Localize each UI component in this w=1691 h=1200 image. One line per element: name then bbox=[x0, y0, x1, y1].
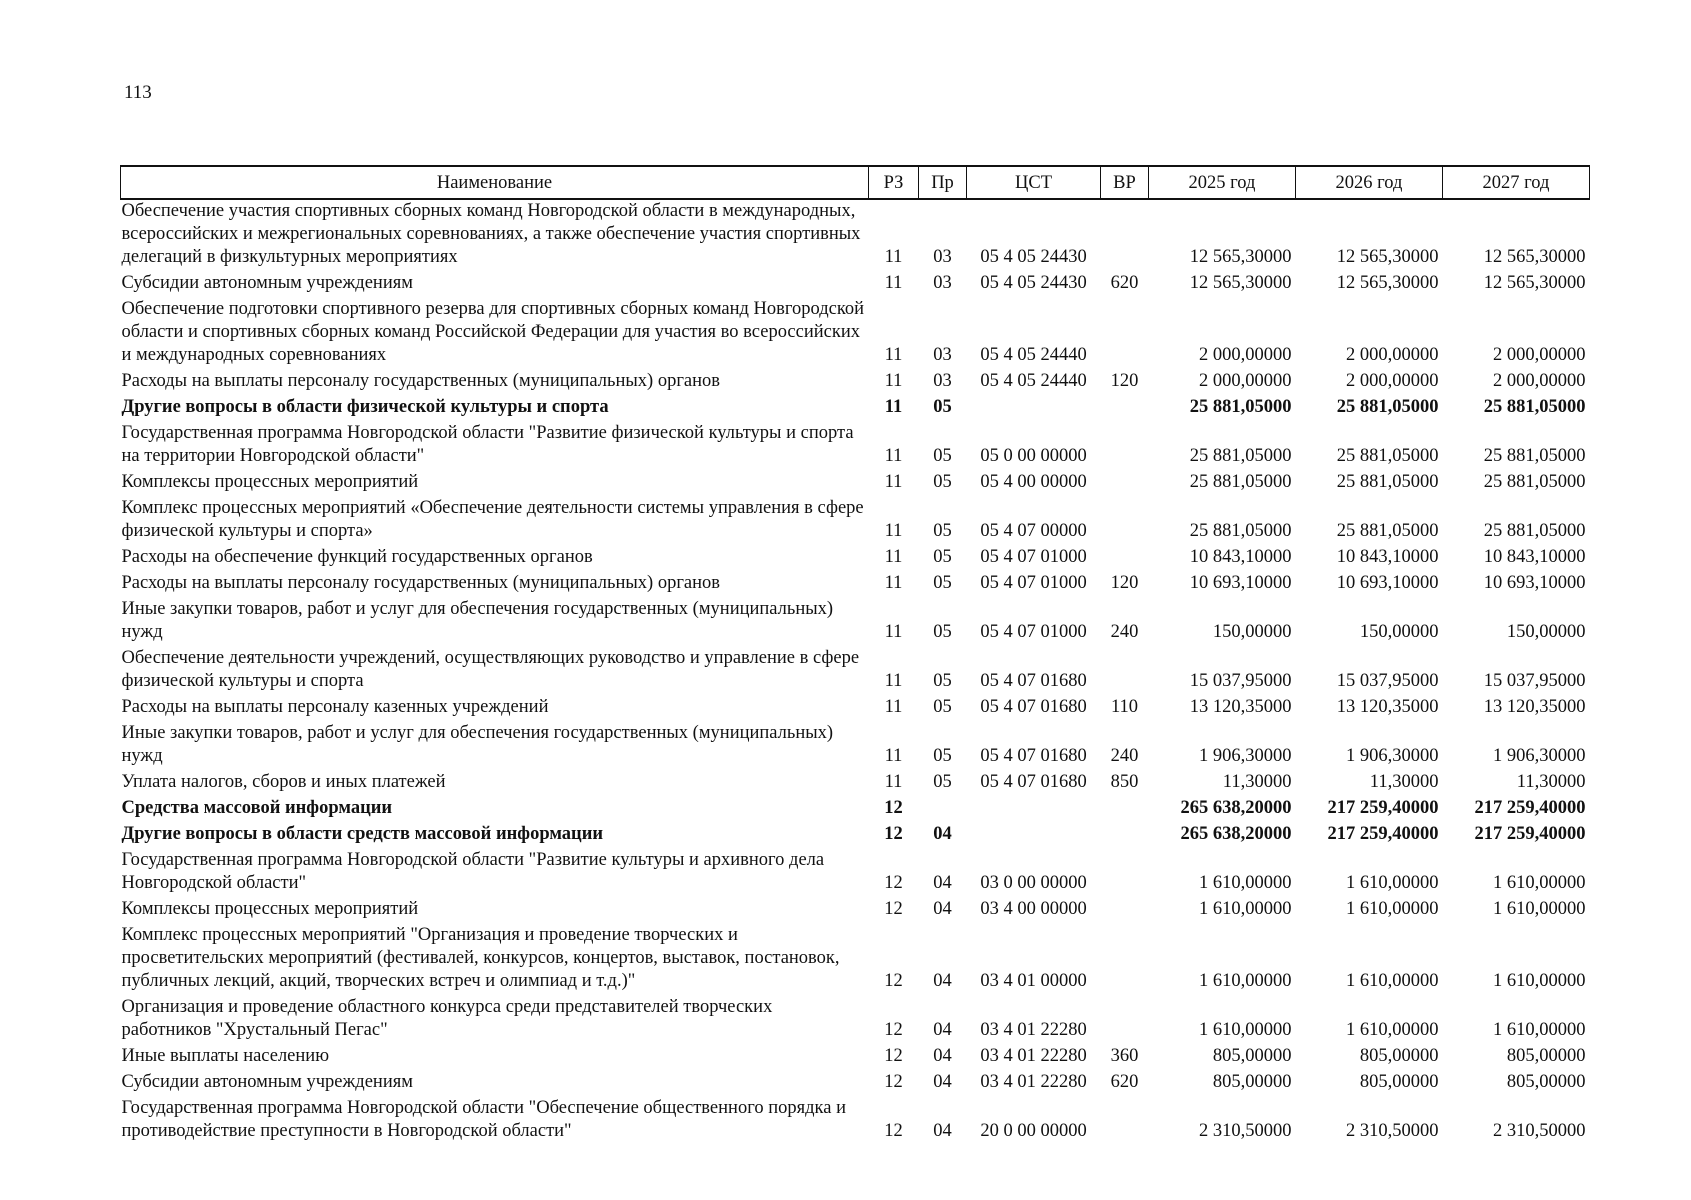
cell-vr: 620 bbox=[1110, 1072, 1139, 1092]
cell-rz: 11 bbox=[884, 772, 903, 792]
cell-2025: 1 610,00000 bbox=[1199, 1020, 1292, 1040]
cell-2025: 805,00000 bbox=[1212, 1072, 1292, 1092]
cell-2027: 217 259,40000 bbox=[1474, 824, 1586, 844]
cell-vr bbox=[1101, 497, 1149, 546]
cell-pr: 03 bbox=[933, 371, 952, 391]
cell-2027: 1 610,00000 bbox=[1493, 971, 1586, 991]
cell-2026: 217 259,40000 bbox=[1327, 824, 1439, 844]
cell-cst: 03 0 00 00000 bbox=[980, 873, 1087, 893]
cell-vr bbox=[1101, 898, 1149, 924]
header-pr: Пр bbox=[919, 166, 967, 199]
cell-vr: 360 bbox=[1110, 1046, 1139, 1066]
cell-rz: 11 bbox=[884, 697, 903, 717]
cell-cst: 03 4 01 22280 bbox=[980, 1020, 1087, 1040]
cell-2025: 2 000,00000 bbox=[1199, 345, 1292, 365]
cell-2027: 12 565,30000 bbox=[1483, 247, 1586, 267]
cell-2026: 13 120,35000 bbox=[1336, 697, 1439, 717]
cell-vr bbox=[1101, 471, 1149, 497]
cell-2026: 217 259,40000 bbox=[1327, 798, 1439, 818]
cell-pr: 03 bbox=[933, 247, 952, 267]
cell-2026: 1 610,00000 bbox=[1346, 873, 1439, 893]
budget-table bbox=[120, 165, 1590, 1146]
header-2027: 2027 год bbox=[1443, 166, 1590, 199]
table-row bbox=[121, 1071, 1590, 1097]
cell-pr: 05 bbox=[933, 671, 952, 691]
header-name: Наименование bbox=[121, 166, 869, 199]
cell-2026: 150,00000 bbox=[1359, 622, 1439, 642]
table-row bbox=[121, 996, 1590, 1045]
cell-2027: 10 843,10000 bbox=[1483, 547, 1586, 567]
cell-name: Государственная программа Новгородской области "Развитие физической культуры и спорта на территории Новгородской области" bbox=[121, 423, 854, 466]
cell-2027: 1 610,00000 bbox=[1493, 899, 1586, 919]
cell-pr: 04 bbox=[933, 1046, 952, 1066]
cell-name: Государственная программа Новгородской области "Развитие культуры и архивного дела Новгородской области" bbox=[121, 850, 825, 893]
cell-cst: 03 4 00 00000 bbox=[980, 899, 1087, 919]
cell-2026: 805,00000 bbox=[1359, 1046, 1439, 1066]
cell-rz: 11 bbox=[884, 371, 903, 391]
cell-2026: 11,30000 bbox=[1369, 772, 1439, 792]
cell-cst: 05 4 00 00000 bbox=[980, 472, 1087, 492]
page-number: 113 bbox=[124, 82, 152, 103]
table-body bbox=[121, 199, 1590, 1146]
cell-cst: 05 4 05 24440 bbox=[980, 371, 1087, 391]
cell-2025: 10 693,10000 bbox=[1189, 573, 1292, 593]
cell-name: Другие вопросы в области средств массовой информации bbox=[121, 824, 604, 844]
table-row bbox=[121, 1097, 1590, 1146]
cell-2026: 25 881,05000 bbox=[1336, 521, 1439, 541]
cell-rz: 11 bbox=[884, 273, 903, 293]
cell-vr bbox=[1101, 422, 1149, 471]
cell-2026: 1 906,30000 bbox=[1346, 746, 1439, 766]
cell-name: Другие вопросы в области физической культуры и спорта bbox=[121, 397, 609, 417]
cell-rz: 12 bbox=[884, 824, 903, 844]
table-row bbox=[121, 572, 1590, 598]
cell-pr: 05 bbox=[933, 772, 952, 792]
cell-cst bbox=[967, 396, 1101, 422]
cell-vr bbox=[1101, 199, 1149, 272]
table-row bbox=[121, 696, 1590, 722]
cell-rz: 12 bbox=[884, 899, 903, 919]
cell-2025: 25 881,05000 bbox=[1189, 446, 1292, 466]
cell-vr: 110 bbox=[1110, 697, 1139, 717]
cell-2025: 12 565,30000 bbox=[1189, 273, 1292, 293]
cell-2027: 805,00000 bbox=[1506, 1046, 1586, 1066]
cell-name: Расходы на выплаты персоналу государственных (муниципальных) органов bbox=[121, 371, 721, 391]
cell-2025: 2 310,50000 bbox=[1199, 1121, 1292, 1141]
cell-2025: 265 638,20000 bbox=[1180, 824, 1292, 844]
table-row bbox=[121, 497, 1590, 546]
cell-vr bbox=[1101, 996, 1149, 1045]
cell-pr: 05 bbox=[933, 446, 952, 466]
cell-vr: 850 bbox=[1110, 772, 1139, 792]
cell-vr: 240 bbox=[1110, 746, 1139, 766]
cell-2025: 15 037,95000 bbox=[1189, 671, 1292, 691]
cell-vr: 120 bbox=[1110, 371, 1139, 391]
cell-2026: 12 565,30000 bbox=[1336, 247, 1439, 267]
cell-rz: 11 bbox=[884, 547, 903, 567]
cell-2026: 25 881,05000 bbox=[1336, 446, 1439, 466]
cell-name: Расходы на выплаты персоналу государственных (муниципальных) органов bbox=[121, 573, 721, 593]
cell-2026: 1 610,00000 bbox=[1346, 899, 1439, 919]
cell-2025: 1 906,30000 bbox=[1199, 746, 1292, 766]
cell-cst: 05 0 00 00000 bbox=[980, 446, 1087, 466]
cell-2025: 13 120,35000 bbox=[1189, 697, 1292, 717]
table-row bbox=[121, 1045, 1590, 1071]
cell-name: Комплексы процессных мероприятий bbox=[121, 899, 419, 919]
cell-2026: 805,00000 bbox=[1359, 1072, 1439, 1092]
cell-name: Средства массовой информации bbox=[121, 798, 393, 818]
cell-2027: 2 310,50000 bbox=[1493, 1121, 1586, 1141]
cell-2027: 15 037,95000 bbox=[1483, 671, 1586, 691]
cell-pr: 04 bbox=[933, 1020, 952, 1040]
cell-cst bbox=[967, 823, 1101, 849]
cell-vr bbox=[1101, 849, 1149, 898]
cell-pr: 03 bbox=[933, 273, 952, 293]
table-row bbox=[121, 823, 1590, 849]
cell-cst: 03 4 01 00000 bbox=[980, 971, 1087, 991]
table-row bbox=[121, 598, 1590, 647]
header-2025: 2025 год bbox=[1149, 166, 1296, 199]
cell-vr bbox=[1101, 924, 1149, 996]
table-row bbox=[121, 898, 1590, 924]
cell-cst: 05 4 05 24440 bbox=[980, 345, 1087, 365]
cell-2026: 1 610,00000 bbox=[1346, 1020, 1439, 1040]
cell-2027: 11,30000 bbox=[1516, 772, 1586, 792]
cell-cst: 05 4 07 01680 bbox=[980, 746, 1087, 766]
table-row bbox=[121, 199, 1590, 272]
cell-cst: 20 0 00 00000 bbox=[980, 1121, 1087, 1141]
cell-name: Государственная программа Новгородской области "Обеспечение общественного порядка и противодействие преступности в Новгородской области" bbox=[121, 1098, 846, 1141]
table-row bbox=[121, 546, 1590, 572]
cell-rz: 11 bbox=[884, 671, 903, 691]
cell-2027: 1 610,00000 bbox=[1493, 873, 1586, 893]
cell-cst: 05 4 07 01000 bbox=[980, 573, 1087, 593]
cell-2025: 25 881,05000 bbox=[1189, 472, 1292, 492]
table-row bbox=[121, 396, 1590, 422]
cell-2025: 12 565,30000 bbox=[1189, 247, 1292, 267]
cell-rz: 11 bbox=[884, 521, 903, 541]
cell-rz: 12 bbox=[884, 873, 903, 893]
cell-rz: 12 bbox=[884, 1072, 903, 1092]
cell-cst: 05 4 05 24430 bbox=[980, 247, 1087, 267]
cell-vr bbox=[1101, 797, 1149, 823]
cell-rz: 11 bbox=[884, 622, 903, 642]
cell-name: Расходы на обеспечение функций государственных органов bbox=[121, 547, 593, 567]
table-row bbox=[121, 298, 1590, 370]
cell-name: Обеспечение участия спортивных сборных команд Новгородской области в международных, всероссийских и межрегиональных соревнованиях, а также обеспечение участия спортивных делегаций в физкультурных мероприятиях bbox=[121, 201, 861, 267]
cell-vr: 120 bbox=[1110, 573, 1139, 593]
cell-rz: 12 bbox=[884, 971, 903, 991]
cell-2026: 15 037,95000 bbox=[1336, 671, 1439, 691]
table-row bbox=[121, 849, 1590, 898]
cell-pr: 04 bbox=[933, 1072, 952, 1092]
cell-pr: 05 bbox=[933, 573, 952, 593]
table-row bbox=[121, 722, 1590, 771]
cell-pr: 03 bbox=[933, 345, 952, 365]
cell-name: Иные закупки товаров, работ и услуг для обеспечения государственных (муниципальных) нужд bbox=[121, 599, 834, 642]
cell-pr: 04 bbox=[933, 971, 952, 991]
cell-rz: 11 bbox=[884, 345, 903, 365]
cell-pr: 05 bbox=[933, 397, 952, 417]
cell-name: Уплата налогов, сборов и иных платежей bbox=[121, 772, 446, 792]
cell-cst: 03 4 01 22280 bbox=[980, 1046, 1087, 1066]
cell-2025: 10 843,10000 bbox=[1189, 547, 1292, 567]
cell-2027: 1 610,00000 bbox=[1493, 1020, 1586, 1040]
cell-2025: 25 881,05000 bbox=[1189, 521, 1292, 541]
cell-2027: 805,00000 bbox=[1506, 1072, 1586, 1092]
cell-2027: 2 000,00000 bbox=[1493, 371, 1586, 391]
cell-2027: 25 881,05000 bbox=[1483, 446, 1586, 466]
cell-2026: 12 565,30000 bbox=[1336, 273, 1439, 293]
cell-2027: 12 565,30000 bbox=[1483, 273, 1586, 293]
cell-2025: 11,30000 bbox=[1222, 772, 1292, 792]
header-row bbox=[121, 166, 1590, 199]
table-row bbox=[121, 771, 1590, 797]
cell-rz: 11 bbox=[884, 247, 903, 267]
cell-pr: 05 bbox=[933, 746, 952, 766]
cell-2025: 1 610,00000 bbox=[1199, 899, 1292, 919]
cell-2027: 25 881,05000 bbox=[1483, 521, 1586, 541]
cell-name: Комплекс процессных мероприятий «Обеспечение деятельности системы управления в сфере физической культуры и спорта» bbox=[121, 498, 864, 541]
cell-2025: 25 881,05000 bbox=[1189, 397, 1292, 417]
cell-rz: 12 bbox=[884, 1020, 903, 1040]
cell-2025: 805,00000 bbox=[1212, 1046, 1292, 1066]
table-row bbox=[121, 422, 1590, 471]
cell-pr: 05 bbox=[933, 472, 952, 492]
cell-cst: 03 4 01 22280 bbox=[980, 1072, 1087, 1092]
table-header bbox=[121, 166, 1590, 199]
cell-rz: 12 bbox=[884, 798, 903, 818]
cell-2026: 2 000,00000 bbox=[1346, 371, 1439, 391]
cell-2025: 265 638,20000 bbox=[1180, 798, 1292, 818]
cell-name: Комплекс процессных мероприятий "Организация и проведение творческих и просветительских мероприятий (фестивалей, конкурсов, концертов, выставок, постановок, публичных лекций, акций, творческих встреч и олимпиад и т.д.)" bbox=[121, 925, 840, 991]
cell-2025: 150,00000 bbox=[1212, 622, 1292, 642]
table-row bbox=[121, 272, 1590, 298]
cell-2026: 25 881,05000 bbox=[1336, 397, 1439, 417]
cell-2026: 25 881,05000 bbox=[1336, 472, 1439, 492]
cell-rz: 11 bbox=[884, 472, 903, 492]
table-row bbox=[121, 647, 1590, 696]
cell-2025: 1 610,00000 bbox=[1199, 971, 1292, 991]
cell-vr bbox=[1101, 298, 1149, 370]
cell-2027: 2 000,00000 bbox=[1493, 345, 1586, 365]
budget-table-container bbox=[120, 165, 1590, 1146]
cell-name: Иные закупки товаров, работ и услуг для обеспечения государственных (муниципальных) нужд bbox=[121, 723, 834, 766]
cell-rz: 11 bbox=[884, 573, 903, 593]
cell-rz: 11 bbox=[884, 397, 903, 417]
cell-2027: 1 906,30000 bbox=[1493, 746, 1586, 766]
cell-2027: 217 259,40000 bbox=[1474, 798, 1586, 818]
cell-name: Комплексы процессных мероприятий bbox=[121, 472, 419, 492]
cell-cst: 05 4 07 01680 bbox=[980, 671, 1087, 691]
cell-name: Субсидии автономным учреждениям bbox=[121, 273, 413, 293]
cell-rz: 11 bbox=[884, 746, 903, 766]
cell-vr: 620 bbox=[1110, 273, 1139, 293]
cell-pr: 04 bbox=[933, 1121, 952, 1141]
cell-2026: 1 610,00000 bbox=[1346, 971, 1439, 991]
cell-cst: 05 4 07 00000 bbox=[980, 521, 1087, 541]
cell-2026: 10 693,10000 bbox=[1336, 573, 1439, 593]
cell-name: Обеспечение деятельности учреждений, осуществляющих руководство и управление в сфере физической культуры и спорта bbox=[121, 648, 860, 691]
cell-2027: 25 881,05000 bbox=[1483, 472, 1586, 492]
cell-vr bbox=[1101, 823, 1149, 849]
header-vr: ВР bbox=[1101, 166, 1149, 199]
header-rz: РЗ bbox=[869, 166, 919, 199]
cell-pr: 05 bbox=[933, 697, 952, 717]
cell-name: Субсидии автономным учреждениям bbox=[121, 1072, 413, 1092]
cell-name: Иные выплаты населению bbox=[121, 1046, 330, 1066]
cell-vr bbox=[1101, 647, 1149, 696]
cell-cst: 05 4 07 01000 bbox=[980, 547, 1087, 567]
cell-2027: 13 120,35000 bbox=[1483, 697, 1586, 717]
table-row bbox=[121, 471, 1590, 497]
table-row bbox=[121, 370, 1590, 396]
cell-2026: 2 310,50000 bbox=[1346, 1121, 1439, 1141]
header-2026: 2026 год bbox=[1296, 166, 1443, 199]
cell-name: Расходы на выплаты персоналу казенных учреждений bbox=[121, 697, 549, 717]
cell-cst: 05 4 07 01000 bbox=[980, 622, 1087, 642]
cell-cst: 05 4 07 01680 bbox=[980, 697, 1087, 717]
cell-vr bbox=[1101, 396, 1149, 422]
cell-pr: 05 bbox=[933, 622, 952, 642]
cell-name: Организация и проведение областного конкурса среди представителей творческих работников "Хрустальный Пегас" bbox=[121, 997, 773, 1040]
cell-cst: 05 4 05 24430 bbox=[980, 273, 1087, 293]
cell-vr: 240 bbox=[1110, 622, 1139, 642]
cell-pr: 04 bbox=[933, 899, 952, 919]
cell-pr: 05 bbox=[933, 521, 952, 541]
cell-2026: 10 843,10000 bbox=[1336, 547, 1439, 567]
cell-2025: 2 000,00000 bbox=[1199, 371, 1292, 391]
cell-2025: 1 610,00000 bbox=[1199, 873, 1292, 893]
cell-pr: 04 bbox=[933, 873, 952, 893]
cell-2027: 10 693,10000 bbox=[1483, 573, 1586, 593]
cell-rz: 12 bbox=[884, 1046, 903, 1066]
cell-pr bbox=[919, 797, 967, 823]
cell-2027: 150,00000 bbox=[1506, 622, 1586, 642]
table-row bbox=[121, 797, 1590, 823]
cell-pr: 04 bbox=[933, 824, 952, 844]
cell-vr bbox=[1101, 1097, 1149, 1146]
cell-rz: 11 bbox=[884, 446, 903, 466]
cell-name: Обеспечение подготовки спортивного резерва для спортивных сборных команд Новгородской области и спортивных сборных команд Российской Федерации для участия во всероссийских и международных соревнованиях bbox=[121, 299, 865, 365]
cell-rz: 12 bbox=[884, 1121, 903, 1141]
cell-vr bbox=[1101, 546, 1149, 572]
cell-2027: 25 881,05000 bbox=[1483, 397, 1586, 417]
cell-pr: 05 bbox=[933, 547, 952, 567]
table-row bbox=[121, 924, 1590, 996]
cell-cst bbox=[967, 797, 1101, 823]
cell-cst: 05 4 07 01680 bbox=[980, 772, 1087, 792]
cell-2026: 2 000,00000 bbox=[1346, 345, 1439, 365]
header-cst: ЦСТ bbox=[967, 166, 1101, 199]
